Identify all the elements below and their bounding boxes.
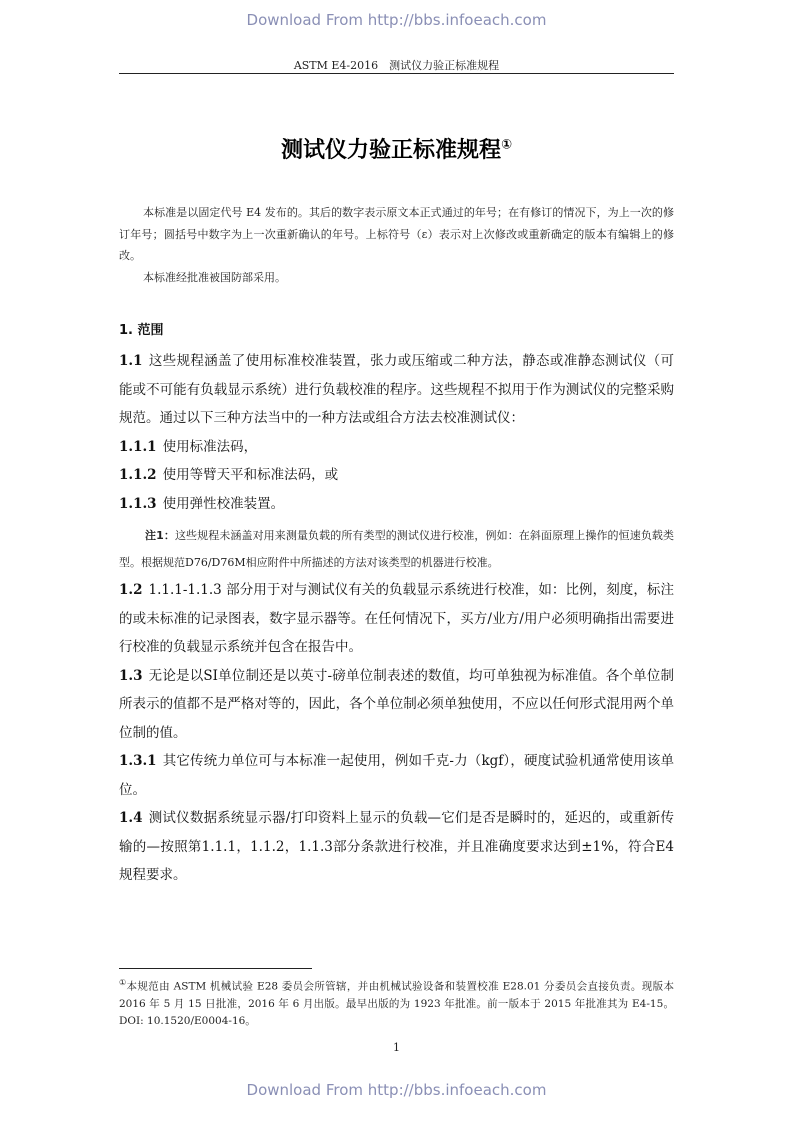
clause-1-3-1: [119, 747, 674, 804]
watermark-bottom: Download From http://bbs.infoeach.com: [246, 1081, 547, 1099]
clause-1-4: [119, 804, 674, 890]
title-footnote-mark: ①: [501, 137, 513, 153]
clause-number: 1.4: [119, 810, 143, 826]
running-head: ASTM E4-2016 测试仪力验正标准规程: [293, 59, 500, 72]
clause-1-1-3: [119, 490, 674, 519]
clause-text: 使用等臂天平和标准法码，或: [162, 467, 339, 483]
title-text: 测试仪力验正标准规程: [280, 138, 501, 163]
note-1: [119, 522, 674, 576]
clause-1-1: [119, 347, 674, 433]
section-scope: [119, 319, 674, 890]
footnote-text: 本规范由 ASTM 机械试验 E28 委员会所管辖，并由机械试验设备和装置校准 E28.01 分委员会直接负责。现版本 2016 年 5 月 15 日批准，2016 年 6 月出版。最早出版的为 1923 年批准。前一版本于 2015 年批准其为 E4-15。DOI: 10.1520/E0004-16。: [119, 980, 674, 1027]
clause-1-1-2: [119, 461, 674, 490]
clause-number: 1.3: [119, 667, 143, 684]
note-text: 这些规程未涵盖对用来测量负载的所有类型的测试仪进行校准，例如：在斜面原理上操作的恒速负载类型。根据规范D76/D76M相应附件中所描述的方法对该类型的机器进行校准。: [119, 529, 675, 569]
clause-text: 测试仪数据系统显示器/打印资料上显示的负载—它们是否是瞬时的，延迟的，或重新传输的—按照第1.1.1，1.1.2，1.1.3部分条款进行校准，并且准确度要求达到±1%，符合E4规程要求。: [119, 810, 674, 883]
clause-1-1-1: [119, 433, 674, 462]
clause-1-2: [119, 576, 674, 662]
note-label: 注1：: [145, 529, 175, 542]
clause-number: 1.1.2: [119, 467, 157, 483]
clause-text: 1.1.1-1.1.3 部分用于对与测试仪有关的负载显示系统进行校准，如：比例，刻度，标注的或未标准的记录图表，数字显示器等。在任何情况下，买方/业方/用户必须明确指出需要进行校准的负载显示系统并包含在报告中。: [119, 582, 674, 655]
intro-paragraph-2: 本标准经批准被国防部采用。: [143, 270, 286, 284]
clause-text: 无论是以SI单位制还是以英寸-磅单位制表述的数值，均可单独视为标准值。各个单位制所表示的值都不是严格对等的，因此，各个单位制必须单独使用，不应以任何形式混用两个单位制的值。: [119, 667, 674, 741]
clause-number: 1.1: [119, 353, 143, 369]
clause-number: 1.2: [119, 582, 143, 598]
footnote: [119, 974, 674, 1030]
footnote-rule: [119, 968, 312, 969]
clause-text: 使用标准法码，: [162, 438, 258, 455]
intro-paragraph-1: 本标准是以固定代号 E4 发布的。其后的数字表示原文本正式通过的年号；在有修订的情况下，为上一次的修订年号；圆括号中数字为上一次重新确认的年号。上标符号（ε）表示对上次修改或重新确定的版本有编辑上的修改。: [119, 206, 674, 262]
header-rule: [119, 73, 674, 74]
clause-number: 1.1.3: [119, 495, 157, 512]
section-heading: 1. 范围: [119, 323, 164, 338]
clause-number: 1.3.1: [119, 753, 157, 769]
document-title: [119, 133, 674, 164]
page-number: 1: [393, 1041, 400, 1054]
clause-text: 这些规程涵盖了使用标准校准装置，张力或压缩或二种方法，静态或准静态测试仪（可能或不可能有负载显示系统）进行负载校准的程序。这些规程不拟用于作为测试仪的完整采购规范。通过以下三种方法当中的一种方法或组合方法去校准测试仪：: [119, 353, 674, 426]
clause-number: 1.1.1: [119, 438, 157, 455]
intro-block: [119, 202, 674, 288]
clause-1-3: [119, 662, 674, 748]
watermark-top: Download From http://bbs.infoeach.com: [246, 11, 547, 29]
clause-text: 其它传统力单位可与本标准一起使用，例如千克-力（kgf），硬度试验机通常使用该单位。: [119, 753, 674, 798]
clause-text: 使用弹性校准装置。: [162, 495, 285, 512]
footnote-mark: ①: [119, 978, 127, 987]
